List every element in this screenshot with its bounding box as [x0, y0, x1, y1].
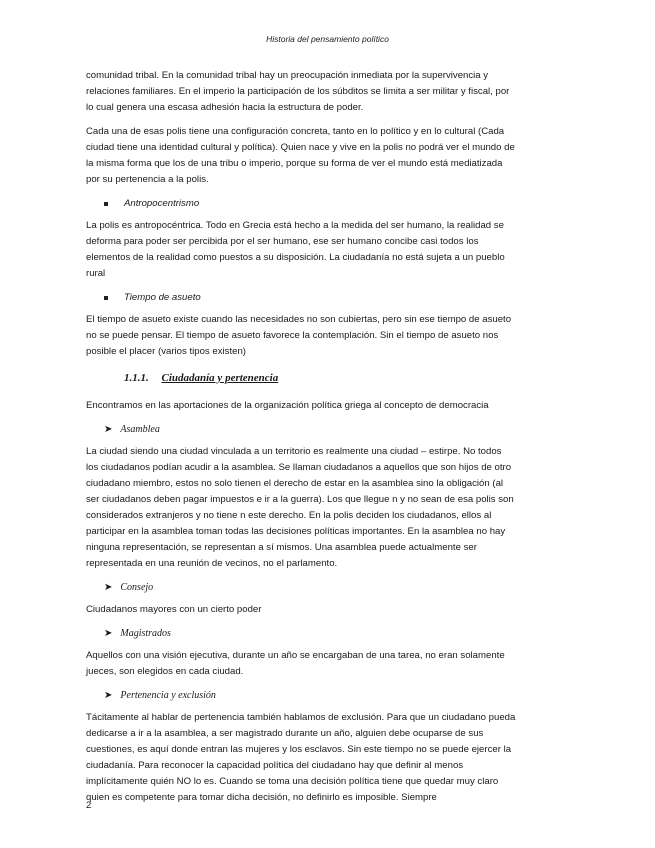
arrow-item: [104, 422, 516, 438]
bullet-label: Antropocentrismo: [124, 198, 200, 209]
square-bullet-icon: [104, 296, 108, 300]
arrow-item: [104, 688, 516, 704]
arrow-item: [104, 580, 516, 596]
running-header: Historia del pensamiento político: [266, 34, 389, 44]
page-number: 2: [86, 800, 92, 811]
arrow-label: Asamblea: [120, 424, 160, 435]
section-number: 1.1.1.: [124, 372, 149, 384]
paragraph: Aquellos con una visión ejecutiva, durante un año se encargaban de una tarea, no eran solamente jueces, son elegidos en cada ciudad.: [86, 650, 505, 677]
paragraph: Ciudadanos mayores con un cierto poder: [86, 604, 262, 615]
bullet-item: [104, 290, 516, 306]
bullet-item: [104, 196, 516, 212]
section-heading: [124, 370, 516, 386]
arrowhead-bullet-icon: ➤: [104, 690, 113, 701]
section-title: Ciudadanía y pertenencia: [161, 372, 279, 384]
arrow-label: Magistrados: [120, 628, 171, 639]
paragraph: La ciudad siendo una ciudad vinculada a un territorio es realmente una ciudad – estirpe. No todos los ciudadanos podían acudir a la asamblea. Se llaman ciudadanos a aquellos que son hijos de otro ciudadano miembro, estos no solo tienen el derecho de estar en la asamblea sino la obligación (al ser ciudadanos deben pagar impuestos e ir a la guerra). Los que llegue n y no sean de esa polis son considerados extranjeros y no tiene n este derecho. En la polis deciden los ciudadanos, ellos al participar en la asamblea toman todas las decisiones políticas importantes. En la asamblea no hay ninguna representación, se representan a sí mismos. Una asamblea puede actualmente ser representada en una reunión de vecinos, no el parlamento.: [86, 446, 514, 569]
bullet-label: Tiempo de asueto: [124, 292, 201, 303]
paragraph: La polis es antropocéntrica. Todo en Grecia está hecho a la medida del ser humano, la realidad se deforma para poder ser percibida por el ser humano, ese ser humano concibe casi todos los elementos de la realidad como puestos a su disposición. La ciudadanía no está sujeta a un pueblo rural: [86, 220, 505, 279]
paragraph: Encontramos en las aportaciones de la organización política griega al concepto de democracia: [86, 400, 489, 411]
arrow-label: Consejo: [120, 582, 154, 593]
paragraph: El tiempo de asueto existe cuando las necesidades no son cubiertas, pero sin ese tiempo de asueto no se puede pensar. El tiempo de asueto favorece la contemplación. Sin el tiempo de asueto nos posible el placer (varios tipos existen): [86, 314, 512, 357]
square-bullet-icon: [104, 202, 108, 206]
arrow-item: [104, 626, 516, 642]
arrowhead-bullet-icon: ➤: [104, 628, 113, 639]
arrowhead-bullet-icon: ➤: [104, 424, 113, 435]
arrow-label: Pertenencia y exclusión: [120, 690, 216, 701]
arrowhead-bullet-icon: ➤: [104, 582, 113, 593]
page-body: [86, 68, 516, 814]
paragraph: Tácitamente al hablar de pertenencia también hablamos de exclusión. Para que un ciudadano pueda dedicarse a ir a la asamblea, a ser magistrado durante un año, alguien debe ocuparse de sus cuestiones, es aquí donde entran las mujeres y los esclavos. Sin este tiempo no se puede ejercer la ciudadanía. Para reconocer la capacidad política del ciudadano hay que definir al menos implícitamente quién NO lo es. Cuando se toma una decisión política tiene que quedar muy claro quien es competente para tomar dicha decisión, no definirlo es imposible. Siempre: [86, 712, 516, 803]
paragraph: Cada una de esas polis tiene una configuración concreta, tanto en lo político y en lo cultural (Cada ciudad tiene una identidad cultural y política). Quien nace y vive en la polis no podrá ver el mundo de la misma forma que los de una tribu o imperio, porque su forma de ver el mundo está mediatizada por su pertenencia a la polis.: [86, 126, 515, 185]
paragraph: comunidad tribal. En la comunidad tribal hay un preocupación inmediata por la supervivencia y relaciones familiares. En el imperio la participación de los súbditos se limita a ser militar y fiscal, por lo cual genera una escasa adhesión hacia la estructura de poder.: [86, 70, 510, 113]
